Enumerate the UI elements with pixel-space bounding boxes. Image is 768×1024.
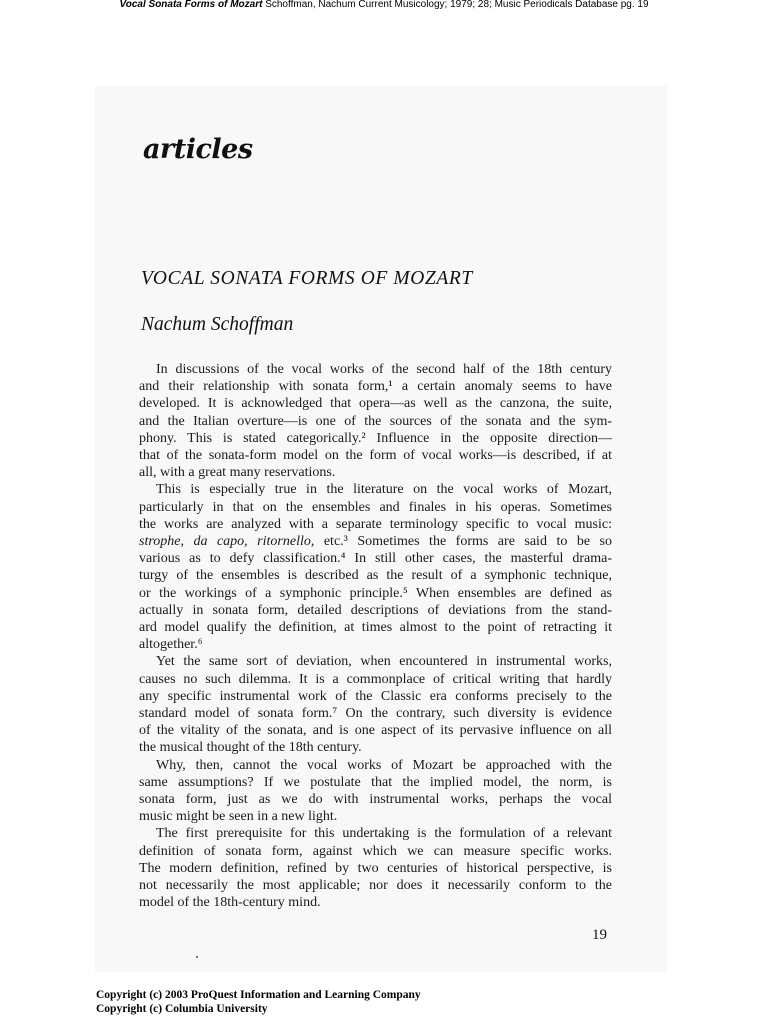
- body-line: music might be seen in a new light.: [139, 809, 338, 825]
- body-line: all, with a great many reservations.: [139, 465, 336, 481]
- citation-header: [0, 0, 768, 10]
- copyright-line: Copyright (c) Columbia University: [96, 1003, 268, 1015]
- page-number: 19: [592, 927, 607, 943]
- body-line: turgy of the ensembles is described as the result of a symphonic technique,: [139, 568, 612, 584]
- body-line: The first prerequisite for this undertaking is the formulation of a relevant: [156, 826, 612, 842]
- italic-terms: strophe, da capo, ritornello: [139, 534, 311, 550]
- section-label: articles: [143, 134, 253, 165]
- body-line: model of the 18th-century mind.: [139, 895, 321, 911]
- citation-details: Schoffman, Nachum Current Musicology; 1979; 28; Music Periodicals Database pg. 19: [265, 0, 649, 10]
- body-line: The modern definition, refined by two centuries of historical perspective, is: [139, 860, 612, 876]
- body-line: causes no such dilemma. It is a commonplace of critical writing that hardly: [139, 671, 612, 687]
- body-line: Yet the same sort of deviation, when encountered in instrumental works,: [156, 654, 612, 670]
- body-line: altogether.⁶: [139, 637, 203, 653]
- copyright-footer: [96, 988, 421, 1016]
- citation-title: Vocal Sonata Forms of Mozart: [119, 0, 263, 10]
- body-line: various as to defy classification.⁴ In still other cases, the masterful drama-: [139, 551, 612, 567]
- article-title: VOCAL SONATA FORMS OF MOZART: [141, 268, 473, 289]
- body-line: or the workings of a symphonic principle.⁵ When ensembles are defined as: [139, 585, 612, 601]
- body-line: In discussions of the vocal works of the second half of the 18th century: [156, 362, 612, 377]
- body-line: standard model of sonata form.⁷ On the contrary, such diversity is evidence: [139, 706, 612, 722]
- article-body: [139, 361, 612, 912]
- body-line: and the Italian overture—is one of the sources of the sonata and the sym-: [139, 413, 612, 429]
- body-line: phony. This is stated categorically.² Influence in the opposite direction—: [139, 430, 612, 446]
- copyright-line: Copyright (c) 2003 ProQuest Information and Learning Company: [96, 989, 421, 1001]
- body-line: the works are analyzed with a separate terminology specific to vocal music:: [139, 516, 612, 532]
- body-line: ard model qualify the definition, at times almost to the point of retracting it: [139, 620, 612, 636]
- body-line: definition of sonata form, against which we can measure specific works.: [139, 843, 612, 859]
- body-line: any specific instrumental work of the Classic era conforms precisely to the: [139, 688, 612, 704]
- body-line: the musical thought of the 18th century.: [139, 740, 362, 756]
- body-line: that of the sonata-form model on the form of vocal works—is described, if at: [139, 448, 612, 464]
- scan-speck: [196, 956, 198, 958]
- body-line: strophe, da capo, ritornello, etc.³ Sometimes the forms are said to be so: [139, 534, 612, 550]
- body-line: not necessarily the most applicable; nor does it necessarily conform to the: [139, 878, 612, 894]
- body-line: Why, then, cannot the vocal works of Mozart be approached with the: [156, 757, 612, 773]
- body-line: actually in sonata form, detailed descriptions of deviations from the stand-: [139, 602, 612, 618]
- body-line: same assumptions? If we postulate that the implied model, the norm, is: [139, 774, 612, 790]
- body-line: of the vitality of the sonata, and is one aspect of its pervasive influence on all: [139, 723, 612, 739]
- article-author: Nachum Schoffman: [141, 314, 294, 335]
- body-line: particularly in that on the ensembles and finales in his operas. Sometimes: [139, 499, 612, 515]
- body-line: developed. It is acknowledged that opera—as well as the canzona, the suite,: [139, 396, 612, 412]
- body-line: sonata form, just as we do with instrumental works, perhaps the vocal: [139, 792, 612, 808]
- body-line: and their relationship with sonata form,¹ a certain anomaly seems to have: [139, 379, 612, 395]
- body-line: This is especially true in the literature on the vocal works of Mozart,: [156, 482, 612, 498]
